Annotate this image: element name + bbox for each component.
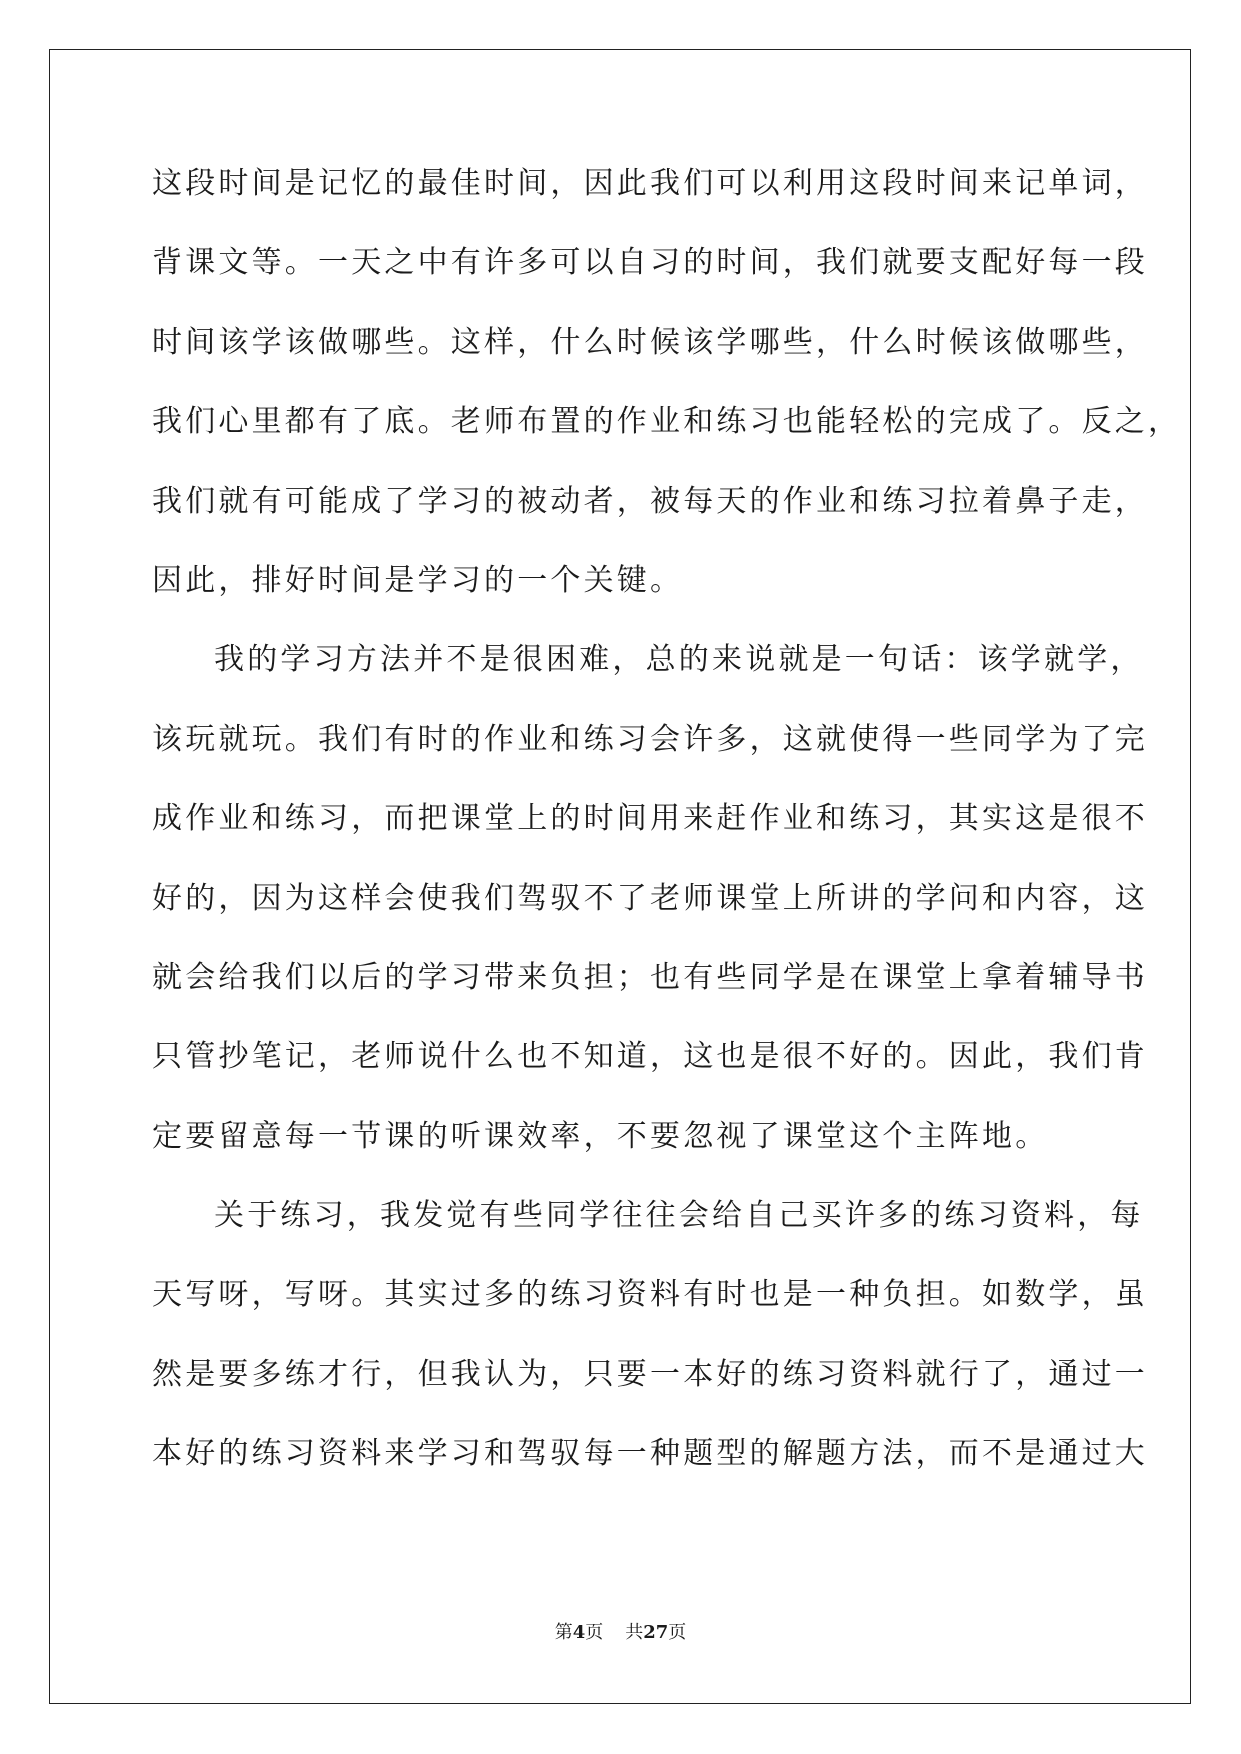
page-number: 4 — [572, 1622, 586, 1643]
text-line: 关于练习，我发觉有些同学往往会给自己买许多的练习资料，每 — [214, 1198, 1144, 1234]
text-line: 我们心里都有了底。老师布置的作业和练习也能轻松的完成了。反之， — [152, 404, 1182, 440]
total-prefix: 共 — [625, 1622, 644, 1643]
text-line: 因此，排好时间是学习的一个关键。 — [152, 562, 684, 598]
text-line: 时间该学该做哪些。这样，什么时候该学哪些，什么时候该做哪些， — [152, 324, 1148, 360]
text-line: 该玩就玩。我们有时的作业和练习会许多，这就使得一些同学为了完 — [152, 721, 1148, 757]
text-line: 我们就有可能成了学习的被动者，被每天的作业和练习拉着鼻子走， — [152, 483, 1148, 519]
text-line: 然是要多练才行，但我认为，只要一本好的练习资料就行了，通过一 — [152, 1356, 1148, 1392]
page-prefix: 第 — [554, 1622, 573, 1643]
text-line: 只管抄笔记，老师说什么也不知道，这也是很不好的。因此，我们肯 — [152, 1039, 1148, 1075]
document-body — [152, 164, 1182, 1514]
text-line: 背课文等。一天之中有许多可以自习的时间，我们就要支配好每一段 — [152, 245, 1148, 281]
text-line: 天写呀，写呀。其实过多的练习资料有时也是一种负担。如数学，虽 — [152, 1277, 1148, 1313]
text-line: 就会给我们以后的学习带来负担；也有些同学是在课堂上拿着辅导书 — [152, 959, 1148, 995]
page-footer — [0, 1618, 1241, 1644]
text-line: 成作业和练习，而把课堂上的时间用来赶作业和练习，其实这是很不 — [152, 801, 1148, 837]
text-line: 这段时间是记忆的最佳时间，因此我们可以利用这段时间来记单词， — [152, 166, 1148, 201]
total-pages: 27 — [643, 1622, 669, 1643]
text-line: 本好的练习资料来学习和驾驭每一种题型的解题方法，而不是通过大 — [152, 1436, 1148, 1472]
text-line: 我的学习方法并不是很困难，总的来说就是一句话：该学就学， — [214, 642, 1144, 678]
page-suffix: 页 — [585, 1622, 604, 1643]
text-line: 好的，因为这样会使我们驾驭不了老师课堂上所讲的学问和内容，这 — [152, 880, 1148, 916]
total-suffix: 页 — [668, 1622, 687, 1643]
text-line: 定要留意每一节课的听课效率，不要忽视了课堂这个主阵地。 — [152, 1118, 1049, 1154]
